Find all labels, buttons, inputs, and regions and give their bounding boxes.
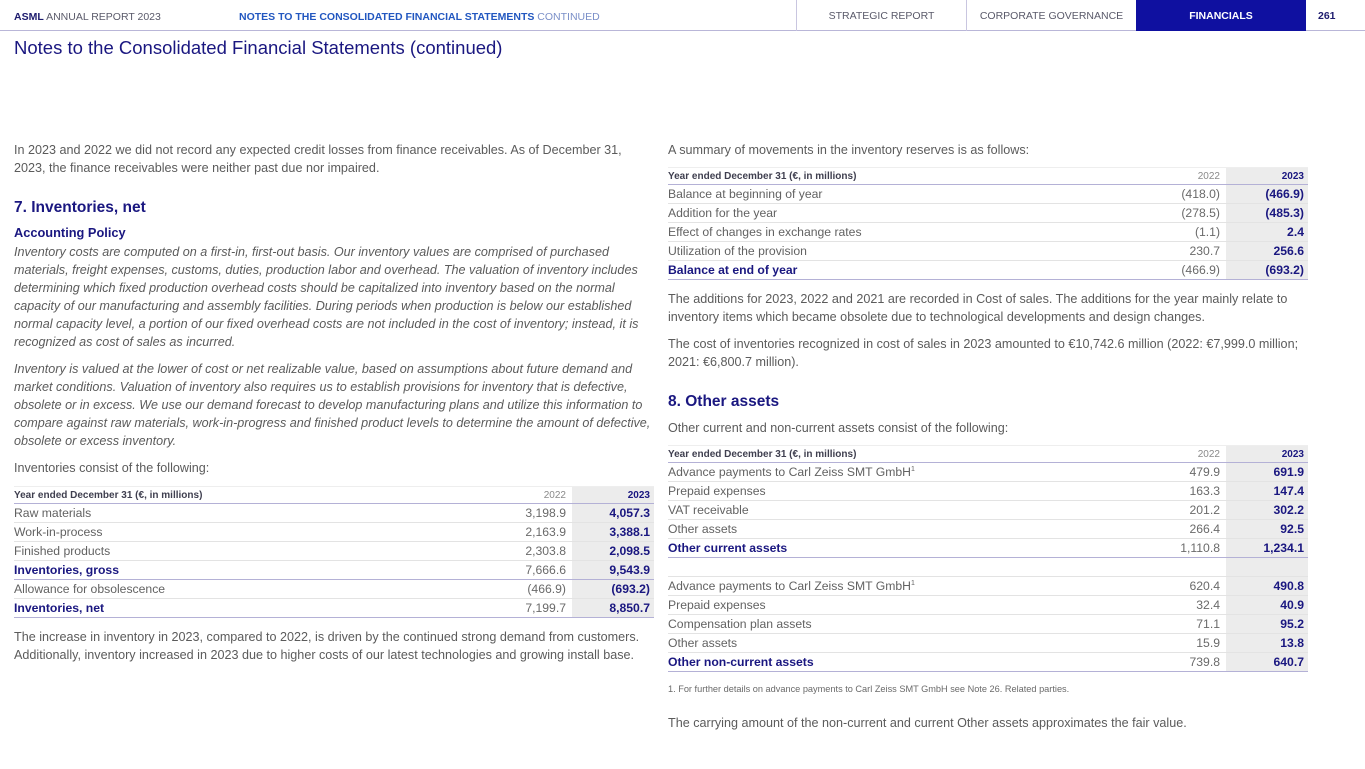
left-column [14, 141, 654, 673]
section-continued: CONTINUED [534, 11, 600, 23]
value-2022: 7,199.7 [492, 599, 572, 618]
policy-paragraph-2: Inventory is valued at the lower of cost or net realizable value, based on assumptions about future demand and market conditions. Valuation of inventory also requires us to establish provisions for inventory that is defective, obsolete or in excess. We use our demand forecast to develop manufacturing plans and utilize this information to compare against raw materials, work-in-progress and finished product levels to determine the amount of defective, obsolete or excess inventory. [14, 362, 651, 448]
footnote-marker[interactable]: 1 [910, 465, 915, 473]
value-2022: 15.9 [1146, 634, 1226, 653]
value-2022: 2,163.9 [492, 523, 572, 542]
value-2022: 201.2 [1146, 501, 1226, 520]
value-2022: 266.4 [1146, 520, 1226, 539]
value-2023: 95.2 [1226, 615, 1308, 634]
spacer-cell [1226, 558, 1308, 577]
value-2022: (1.1) [1146, 223, 1226, 242]
top-navigation-bar [0, 0, 1365, 31]
column-header-2022: 2022 [1146, 168, 1226, 185]
value-2023: 3,388.1 [572, 523, 654, 542]
table-header-row [14, 487, 654, 504]
table-total-row [14, 561, 654, 580]
value-2022: 32.4 [1146, 596, 1226, 615]
value-2023: (466.9) [1226, 185, 1308, 204]
value-2022: 230.7 [1146, 242, 1226, 261]
value-2022: (466.9) [1146, 261, 1226, 280]
table-row [668, 242, 1308, 261]
row-label: Prepaid expenses [668, 482, 1146, 501]
report-name: ANNUAL REPORT 2023 [43, 11, 161, 23]
value-2023: 92.5 [1226, 520, 1308, 539]
row-label: Compensation plan assets [668, 615, 1146, 634]
row-label-text: Advance payments to Carl Zeiss SMT GmbH [668, 579, 911, 593]
row-label: Effect of changes in exchange rates [668, 223, 1146, 242]
inventories-table-intro: Inventories consist of the following: [14, 461, 210, 475]
value-2022: 71.1 [1146, 615, 1226, 634]
row-label: Addition for the year [668, 204, 1146, 223]
value-2022: 479.9 [1146, 463, 1226, 482]
value-2022: (278.5) [1146, 204, 1226, 223]
table-row [668, 501, 1308, 520]
value-2023: 9,543.9 [572, 561, 654, 580]
table-row [668, 482, 1308, 501]
section-7-heading: 7. Inventories, net [14, 199, 146, 216]
row-label: Prepaid expenses [668, 596, 1146, 615]
table-total-row [14, 599, 654, 618]
table-row [14, 523, 654, 542]
value-2022: 163.3 [1146, 482, 1226, 501]
table-row [668, 577, 1308, 596]
tab-financials[interactable]: FINANCIALS [1136, 0, 1306, 31]
column-header-label: Year ended December 31 (€, in millions) [14, 487, 492, 504]
row-label: Finished products [14, 542, 492, 561]
value-2022: 620.4 [1146, 577, 1226, 596]
column-header-2023: 2023 [1226, 446, 1308, 463]
value-2022: 739.8 [1146, 653, 1226, 672]
column-header-2023: 2023 [572, 487, 654, 504]
row-label: Other non-current assets [668, 653, 1146, 672]
footnote: 1. For further details on advance payments to Carl Zeiss SMT GmbH see Note 26. Related parties. [668, 684, 1070, 694]
table-total-row [668, 539, 1308, 558]
row-label: Balance at beginning of year [668, 185, 1146, 204]
value-2023: 256.6 [1226, 242, 1308, 261]
section-breadcrumb[interactable] [239, 11, 600, 23]
accounting-policy-heading: Accounting Policy [14, 225, 126, 240]
footnote-marker[interactable]: 1 [910, 579, 915, 587]
row-label: Raw materials [14, 504, 492, 523]
value-2023: 2.4 [1226, 223, 1308, 242]
row-label: Allowance for obsolescence [14, 580, 492, 599]
column-header-2022: 2022 [492, 487, 572, 504]
reserves-intro: A summary of movements in the inventory reserves is as follows: [668, 143, 1030, 157]
spacer-cell [1146, 558, 1226, 577]
table-row [14, 542, 654, 561]
column-header-label: Year ended December 31 (€, in millions) [668, 168, 1146, 185]
value-2023: (693.2) [572, 580, 654, 599]
section-8-heading: 8. Other assets [668, 393, 780, 410]
row-label: Other assets [668, 634, 1146, 653]
table-header-row [668, 168, 1308, 185]
table-total-row [668, 653, 1308, 672]
value-2023: 147.4 [1226, 482, 1308, 501]
report-brand[interactable] [14, 11, 161, 23]
table-row [668, 615, 1308, 634]
column-header-label: Year ended December 31 (€, in millions) [668, 446, 1146, 463]
additions-paragraph: The additions for 2023, 2022 and 2021 are recorded in Cost of sales. The additions for the year mainly relate to inventory items which became obsolete due to technological developments and design changes. [668, 292, 1288, 324]
row-label: Utilization of the provision [668, 242, 1146, 261]
row-label-text: Advance payments to Carl Zeiss SMT GmbH [668, 465, 911, 479]
value-2023: 691.9 [1226, 463, 1308, 482]
policy-paragraph-1: Inventory costs are computed on a first-in, first-out basis. Our inventory values are comprised of purchased materials, freight expenses, customs, duties, production labor and overhead. The valuation of inventory includes determining which fixed production overhead costs should be capitalized into inventory based on the normal capacity of our manufacturing and assembly facilities. During periods when production is below our established normal capacity level, a portion of our fixed overhead costs are not included in the cost of inventory; instead, it is recognized as cost of sales as incurred. [14, 245, 639, 349]
section-name: NOTES TO THE CONSOLIDATED FINANCIAL STATEMENTS [239, 11, 535, 23]
tab-strategic-report[interactable]: STRATEGIC REPORT [796, 0, 966, 31]
value-2023: 4,057.3 [572, 504, 654, 523]
spacer-cell [668, 558, 1146, 577]
brand-name: ASML [14, 11, 44, 23]
table-header-row [668, 446, 1308, 463]
value-2023: 302.2 [1226, 501, 1308, 520]
table-row [668, 463, 1308, 482]
value-2022: 1,110.8 [1146, 539, 1226, 558]
value-2022: 2,303.8 [492, 542, 572, 561]
finance-receivables-paragraph: In 2023 and 2022 we did not record any expected credit losses from finance receivables. As of December 31, 2023, the finance receivables were neither past due nor impaired. [14, 143, 622, 175]
page-title: Notes to the Consolidated Financial Statements (continued) [14, 37, 503, 58]
column-header-2023: 2023 [1226, 168, 1308, 185]
table-row [14, 504, 654, 523]
table-row [668, 223, 1308, 242]
value-2022: (466.9) [492, 580, 572, 599]
value-2023: 640.7 [1226, 653, 1308, 672]
table-row [668, 520, 1308, 539]
tab-corporate-governance[interactable]: CORPORATE GOVERNANCE [966, 0, 1136, 31]
table-row [668, 204, 1308, 223]
row-label: Balance at end of year [668, 261, 1146, 280]
table-spacer-row [668, 558, 1308, 577]
row-label: Inventories, gross [14, 561, 492, 580]
table-row [668, 634, 1308, 653]
value-2022: 7,666.6 [492, 561, 572, 580]
value-2023: (485.3) [1226, 204, 1308, 223]
fair-value-paragraph: The carrying amount of the non-current and current Other assets approximates the fair value. [668, 716, 1187, 730]
row-label: Work-in-process [14, 523, 492, 542]
right-column [668, 141, 1308, 741]
column-header-2022: 2022 [1146, 446, 1226, 463]
value-2023: 490.8 [1226, 577, 1308, 596]
value-2023: 2,098.5 [572, 542, 654, 561]
inventories-table [14, 486, 654, 618]
value-2022: (418.0) [1146, 185, 1226, 204]
page-number: 261 [1318, 10, 1336, 22]
value-2023: 1,234.1 [1226, 539, 1308, 558]
row-label [668, 463, 1146, 482]
row-label: Other current assets [668, 539, 1146, 558]
value-2023: 8,850.7 [572, 599, 654, 618]
table-row [668, 185, 1308, 204]
other-assets-table [668, 445, 1308, 672]
table-row [668, 596, 1308, 615]
row-label [668, 577, 1146, 596]
row-label: VAT receivable [668, 501, 1146, 520]
row-label: Other assets [668, 520, 1146, 539]
table-row [14, 580, 654, 599]
cost-of-inventories-paragraph: The cost of inventories recognized in cost of sales in 2023 amounted to €10,742.6 million (2022: €7,999.0 million; 2021: €6,800.7 million). [668, 337, 1299, 369]
inventory-increase-paragraph: The increase in inventory in 2023, compared to 2022, is driven by the continued strong demand from customers. Additionally, inventory increased in 2023 due to higher costs of our latest technologies and growing install base. [14, 630, 640, 662]
value-2023: 13.8 [1226, 634, 1308, 653]
value-2023: (693.2) [1226, 261, 1308, 280]
value-2023: 40.9 [1226, 596, 1308, 615]
value-2022: 3,198.9 [492, 504, 572, 523]
row-label: Inventories, net [14, 599, 492, 618]
other-assets-intro: Other current and non-current assets consist of the following: [668, 421, 1009, 435]
table-total-row [668, 261, 1308, 280]
inventory-reserves-table [668, 167, 1308, 280]
